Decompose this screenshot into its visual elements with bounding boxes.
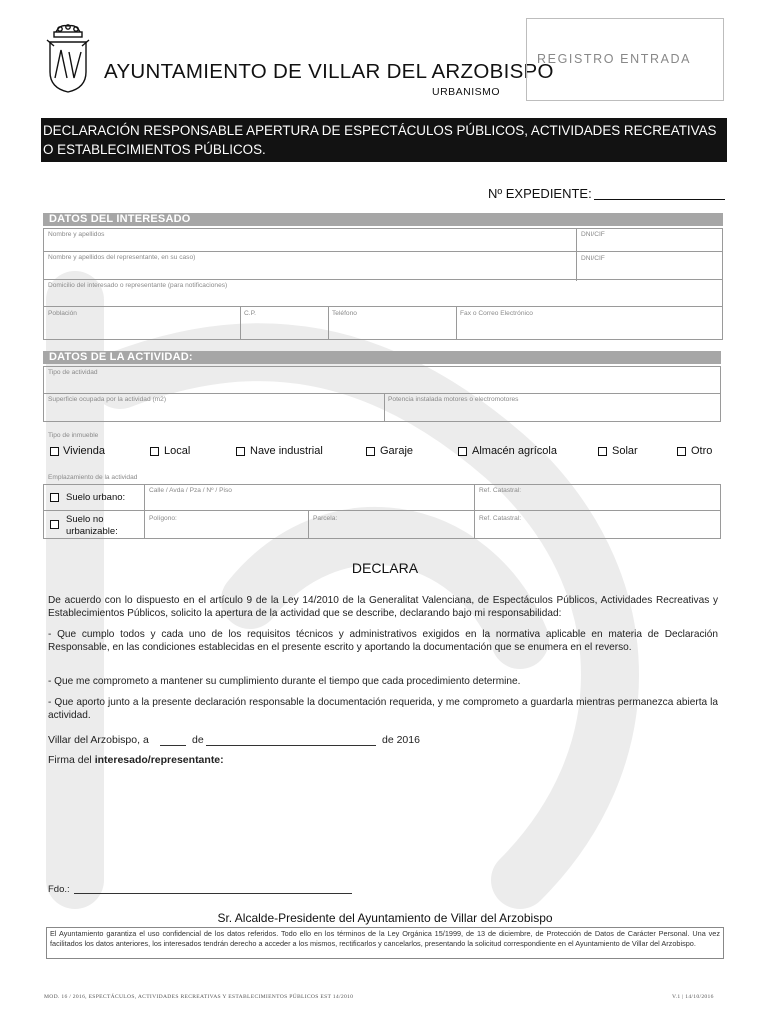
otro-checkbox[interactable] xyxy=(677,447,686,456)
declara-paragraph-3: - Que me comprometo a mantener su cumplimiento durante el tiempo que cada procedimiento determine. xyxy=(48,676,521,687)
parcela-label[interactable]: Parcela: xyxy=(313,515,338,522)
urbanizable-label: urbanizable: xyxy=(66,526,118,537)
divider xyxy=(328,307,329,340)
divider xyxy=(384,394,385,422)
fax-label: Fax o Correo Electrónico xyxy=(460,310,533,317)
almacen-agricola-checkbox[interactable] xyxy=(458,447,467,456)
divider xyxy=(308,511,309,539)
poblacion-row xyxy=(43,307,723,340)
fdo-label: Fdo.: xyxy=(48,884,70,895)
telefono-label: Teléfono xyxy=(332,310,357,317)
section-interesado-heading: DATOS DEL INTERESADO xyxy=(43,213,723,226)
potencia-label: Potencia instalada motores o electromotores xyxy=(388,396,519,403)
divider xyxy=(240,307,241,340)
organization-name: AYUNTAMIENTO DE VILLAR DEL ARZOBISPO xyxy=(104,60,554,83)
declara-paragraph-4: - Que aporto junto a la presente declaración responsable la documentación requerida, y me comprometo a guardarla mientras permanezca abierta la actividad. xyxy=(48,697,718,721)
suelo-urbano-checkbox[interactable] xyxy=(50,493,59,502)
dni-representante-label: DNI/CIF xyxy=(581,255,605,262)
calle-label[interactable]: Calle / Avda / Pza / Nº / Piso xyxy=(149,487,232,494)
firma-de: de xyxy=(192,734,204,746)
representante-label: Nombre y apellidos del representante, en su caso) xyxy=(48,254,196,261)
otro-label: Otro xyxy=(691,445,713,457)
firma-lugar: Villar del Arzobispo, a xyxy=(48,734,149,746)
registro-entrada-label: REGISTRO ENTRADA xyxy=(537,52,692,66)
firma-year: de 2016 xyxy=(382,734,420,746)
registro-entrada-box xyxy=(526,18,724,101)
footer-model: MOD. 16 / 2016, ESPECTÁCULOS, ACTIVIDADES RECREATIVAS Y ESTABLECIMIENTOS PÚBLICOS EST 14/2010 xyxy=(44,994,354,1000)
superficie-label: Superficie ocupada por la actividad (m2) xyxy=(48,396,167,403)
garaje-label: Garaje xyxy=(380,445,414,457)
representante-field[interactable] xyxy=(43,252,723,280)
poligono-label[interactable]: Polígono: xyxy=(149,515,177,522)
suelo-no-label: Suelo no xyxy=(66,514,104,525)
tipo-actividad-label: Tipo de actividad xyxy=(48,369,98,376)
footer-version: V.1 | 14/10/2016 xyxy=(672,994,714,1000)
emplazamiento-label: Emplazamiento de la actividad xyxy=(48,474,138,481)
section-actividad-heading: DATOS DE LA ACTIVIDAD: xyxy=(43,351,721,364)
vivienda-checkbox[interactable] xyxy=(50,447,59,456)
declara-paragraph-1: De acuerdo con lo dispuesto en el artículo 9 de la Ley 14/2010 de la Generalitat Valenciana, de Espectáculos Públicos, Actividades Recreativas y Establecimientos Públicos, solicito la apertura de la actividad que se describe, declarando bajo mi responsabilidad: xyxy=(48,595,718,619)
coat-of-arms-icon xyxy=(44,22,92,94)
ref-catastral-label-2[interactable]: Ref. Catastral: xyxy=(479,515,522,522)
tipo-inmueble-label: Tipo de inmueble xyxy=(48,432,99,439)
solar-checkbox[interactable] xyxy=(598,447,607,456)
nave-industrial-label: Nave industrial xyxy=(250,445,323,457)
poblacion-label: Población xyxy=(48,310,77,317)
day-field[interactable] xyxy=(160,745,186,746)
legal-notice: El Ayuntamiento garantiza el uso confidencial de los datos referidos. Todo ello en los términos de la Ley Orgánica 15/1999, de 13 de diciembre, de Protección de Datos de Carácter Personal. Una vez facilitados los datos anteriores, los interesados tendrán derecho a acceder a los mismos, rectificarlos y cancelarlos, presentando la solicitud correspondiente en el Ayuntamiento de Villar del Arzobispo. xyxy=(46,927,724,959)
domicilio-field[interactable] xyxy=(43,280,723,307)
local-label: Local xyxy=(164,445,191,457)
dni-label: DNI/CIF xyxy=(581,231,605,238)
almacen-agricola-label: Almacén agrícola xyxy=(472,445,557,457)
divider xyxy=(474,484,475,539)
expediente-label: Nº EXPEDIENTE: xyxy=(488,186,592,201)
declara-heading: DECLARA xyxy=(351,560,419,576)
nombre-label: Nombre y apellidos xyxy=(48,231,105,238)
department-name: URBANISMO xyxy=(432,86,501,98)
firma-label: Firma del interesado/representante: xyxy=(48,754,224,766)
suelo-no-urbanizable-checkbox[interactable] xyxy=(50,520,59,529)
divider xyxy=(456,307,457,340)
form-title: DECLARACIÓN RESPONSABLE APERTURA DE ESPECTÁCULOS PÚBLICOS, ACTIVIDADES RECREATIVAS O ESTABLECIMIENTOS PÚBLICOS. xyxy=(41,118,727,162)
vivienda-label: Vivienda xyxy=(63,445,105,457)
expediente-field[interactable] xyxy=(594,199,725,200)
nombre-field[interactable] xyxy=(43,228,723,252)
nave-industrial-checkbox[interactable] xyxy=(236,447,245,456)
solar-label: Solar xyxy=(612,445,638,457)
superficie-row[interactable] xyxy=(43,394,721,422)
garaje-checkbox[interactable] xyxy=(366,447,375,456)
domicilio-label: Domicilio del interesado o representante (para notificaciones) xyxy=(48,282,228,289)
destinatario: Sr. Alcalde-Presidente del Ayuntamiento de Villar del Arzobispo xyxy=(217,911,553,925)
fdo-field[interactable] xyxy=(74,893,352,894)
suelo-urbano-label: Suelo urbano: xyxy=(66,492,126,503)
tipo-actividad-field[interactable] xyxy=(43,366,721,394)
declara-paragraph-2: - Que cumplo todos y cada uno de los requisitos técnicos y administrativos exigidos en la normativa aplicable en materia de Declaración Responsable, en las condiciones establecidas en el presente escrito y aportando la documentación que se enumera en el reverso. xyxy=(48,629,718,653)
local-checkbox[interactable] xyxy=(150,447,159,456)
month-field[interactable] xyxy=(206,745,376,746)
divider xyxy=(144,484,145,539)
cp-label: C.P. xyxy=(244,310,256,317)
ref-catastral-label[interactable]: Ref. Catastral: xyxy=(479,487,522,494)
